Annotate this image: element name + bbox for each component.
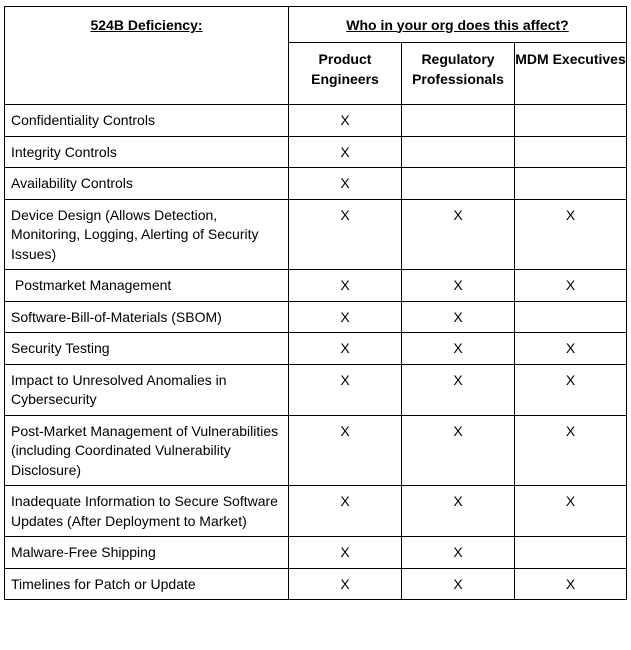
deficiency-label: Integrity Controls xyxy=(5,136,289,168)
table-row xyxy=(5,105,627,137)
mark-cell-regulatory-professionals: X xyxy=(402,199,515,270)
mark-cell-product-engineers: X xyxy=(289,486,402,537)
mark-cell-mdm-executives xyxy=(515,136,627,168)
column-header-regulatory-professionals: Regulatory Professionals xyxy=(402,43,515,105)
mark-cell-mdm-executives: X xyxy=(515,199,627,270)
deficiency-label: Security Testing xyxy=(5,333,289,365)
affect-header: Who in your org does this affect? xyxy=(289,7,627,43)
deficiency-label: Postmarket Management xyxy=(5,270,289,302)
mark-cell-product-engineers: X xyxy=(289,568,402,600)
mark-cell-mdm-executives: X xyxy=(515,333,627,365)
column-header-mdm-executives: MDM Executives xyxy=(515,43,627,105)
deficiency-table xyxy=(4,6,627,600)
mark-cell-mdm-executives: X xyxy=(515,568,627,600)
table-row xyxy=(5,486,627,537)
table-row xyxy=(5,136,627,168)
mark-cell-regulatory-professionals: X xyxy=(402,364,515,415)
table-body xyxy=(5,105,627,600)
deficiency-label: Confidentiality Controls xyxy=(5,105,289,137)
table-row xyxy=(5,270,627,302)
mark-cell-product-engineers: X xyxy=(289,199,402,270)
mark-cell-mdm-executives xyxy=(515,105,627,137)
mark-cell-mdm-executives: X xyxy=(515,270,627,302)
mark-cell-regulatory-professionals: X xyxy=(402,568,515,600)
table-row xyxy=(5,568,627,600)
mark-cell-regulatory-professionals: X xyxy=(402,333,515,365)
mark-cell-product-engineers: X xyxy=(289,136,402,168)
mark-cell-mdm-executives: X xyxy=(515,486,627,537)
mark-cell-mdm-executives: X xyxy=(515,364,627,415)
mark-cell-mdm-executives xyxy=(515,537,627,569)
deficiency-label: Timelines for Patch or Update xyxy=(5,568,289,600)
table-row xyxy=(5,199,627,270)
mark-cell-product-engineers: X xyxy=(289,168,402,200)
mark-cell-regulatory-professionals: X xyxy=(402,537,515,569)
mark-cell-mdm-executives xyxy=(515,301,627,333)
mark-cell-regulatory-professionals xyxy=(402,136,515,168)
mark-cell-product-engineers: X xyxy=(289,301,402,333)
deficiency-label: Post-Market Management of Vulnerabilities (including Coordinated Vulnerability Disclosure) xyxy=(5,415,289,486)
table-row xyxy=(5,168,627,200)
deficiency-label: Device Design (Allows Detection, Monitoring, Logging, Alerting of Security Issues) xyxy=(5,199,289,270)
mark-cell-regulatory-professionals: X xyxy=(402,415,515,486)
deficiency-label: Malware-Free Shipping xyxy=(5,537,289,569)
header-row-top xyxy=(5,7,627,43)
deficiency-label: Availability Controls xyxy=(5,168,289,200)
mark-cell-product-engineers: X xyxy=(289,364,402,415)
table-row xyxy=(5,301,627,333)
mark-cell-mdm-executives: X xyxy=(515,415,627,486)
mark-cell-product-engineers: X xyxy=(289,415,402,486)
mark-cell-product-engineers: X xyxy=(289,333,402,365)
mark-cell-product-engineers: X xyxy=(289,270,402,302)
mark-cell-product-engineers: X xyxy=(289,537,402,569)
mark-cell-product-engineers: X xyxy=(289,105,402,137)
mark-cell-regulatory-professionals: X xyxy=(402,270,515,302)
table-row xyxy=(5,537,627,569)
mark-cell-regulatory-professionals: X xyxy=(402,301,515,333)
mark-cell-mdm-executives xyxy=(515,168,627,200)
mark-cell-regulatory-professionals: X xyxy=(402,486,515,537)
deficiency-label: Software-Bill-of-Materials (SBOM) xyxy=(5,301,289,333)
mark-cell-regulatory-professionals xyxy=(402,168,515,200)
table-row xyxy=(5,415,627,486)
mark-cell-regulatory-professionals xyxy=(402,105,515,137)
table-row xyxy=(5,333,627,365)
column-header-product-engineers: Product Engineers xyxy=(289,43,402,105)
deficiency-label: Inadequate Information to Secure Software Updates (After Deployment to Market) xyxy=(5,486,289,537)
deficiency-header: 524B Deficiency: xyxy=(5,7,289,105)
table-row xyxy=(5,364,627,415)
deficiency-label: Impact to Unresolved Anomalies in Cybersecurity xyxy=(5,364,289,415)
